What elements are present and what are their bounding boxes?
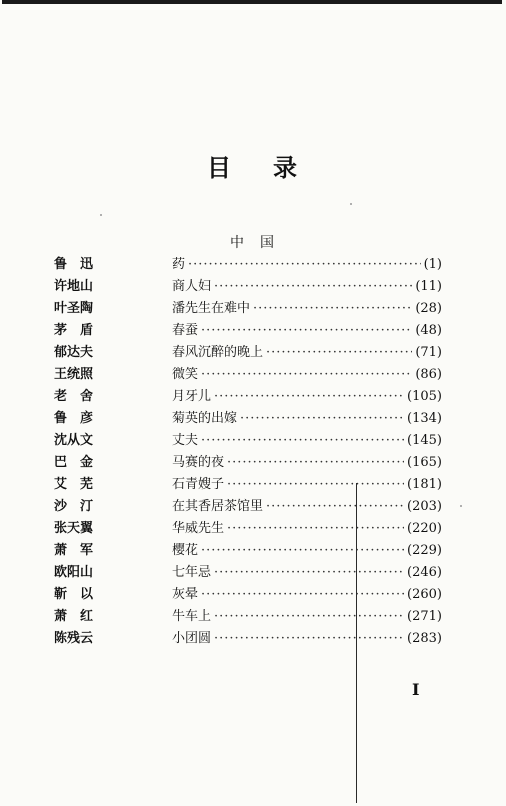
toc-author: 巴 金 <box>54 455 94 470</box>
page-title <box>0 148 506 183</box>
toc-row <box>0 408 506 430</box>
dot-leader <box>214 628 404 650</box>
section-heading <box>0 232 506 252</box>
toc-work-title: 春风沉醉的晚上 <box>172 345 264 360</box>
dot-leader <box>201 364 412 386</box>
toc-row <box>0 298 506 320</box>
toc-work-title: 药 <box>172 257 186 272</box>
toc-row <box>0 320 506 342</box>
toc-row <box>0 342 506 364</box>
toc-row <box>0 254 506 276</box>
toc-page-number: (165) <box>407 455 442 470</box>
toc-work-title: 石青嫂子 <box>172 477 225 492</box>
toc-entry <box>172 430 442 452</box>
dot-leader <box>201 540 404 562</box>
title-char-right: 录 <box>273 154 299 182</box>
toc-page-number: (181) <box>407 477 442 492</box>
dot-leader <box>240 408 404 430</box>
toc-author: 艾 芜 <box>54 477 94 492</box>
scan-vertical-line <box>356 483 357 803</box>
toc-work-title: 华威先生 <box>172 521 225 536</box>
dot-leader <box>266 342 412 364</box>
toc-entry <box>172 320 442 342</box>
toc-row <box>0 562 506 584</box>
toc-author: 陈残云 <box>54 631 94 646</box>
toc-page-number: (134) <box>407 411 442 426</box>
toc-page-number: (86) <box>415 367 442 382</box>
toc-work-title: 菊英的出嫁 <box>172 411 238 426</box>
toc-work-title: 潘先生在难中 <box>172 301 251 316</box>
dot-leader <box>188 254 421 276</box>
toc-work-title: 月牙儿 <box>172 389 212 404</box>
dot-leader <box>201 584 404 606</box>
toc-page-number: (11) <box>415 279 442 294</box>
toc-row <box>0 276 506 298</box>
toc-row <box>0 628 506 650</box>
toc-work-title: 灰晕 <box>172 587 199 602</box>
toc-entry <box>172 496 442 518</box>
dot-leader <box>214 562 404 584</box>
dot-leader <box>227 452 404 474</box>
toc-entry <box>172 540 442 562</box>
scan-speck <box>100 214 102 216</box>
toc-page-number: (229) <box>407 543 442 558</box>
dot-leader <box>227 474 404 496</box>
toc-entry <box>172 298 442 320</box>
toc-row <box>0 606 506 628</box>
toc-entry <box>172 474 442 496</box>
toc-row <box>0 474 506 496</box>
toc-author: 茅 盾 <box>54 323 94 338</box>
toc-page-number: (220) <box>407 521 442 536</box>
toc-row <box>0 496 506 518</box>
toc-row <box>0 430 506 452</box>
toc-row <box>0 364 506 386</box>
toc-row <box>0 540 506 562</box>
toc-work-title: 微笑 <box>172 367 199 382</box>
toc-author: 郁达夫 <box>54 345 94 360</box>
dot-leader <box>214 606 404 628</box>
toc-work-title: 春蚕 <box>172 323 199 338</box>
toc-row <box>0 584 506 606</box>
toc-author: 许地山 <box>54 279 94 294</box>
toc-work-title: 在其香居茶馆里 <box>172 499 264 514</box>
toc-entry <box>172 562 442 584</box>
toc-entry <box>172 518 442 540</box>
dot-leader <box>227 518 404 540</box>
toc-page-number: (283) <box>407 631 442 646</box>
dot-leader <box>201 430 404 452</box>
toc-author: 张天翼 <box>54 521 94 536</box>
toc-row <box>0 452 506 474</box>
toc-entry <box>172 386 442 408</box>
scan-speck <box>460 505 462 507</box>
toc-row <box>0 386 506 408</box>
toc-author: 鲁 彦 <box>54 411 94 426</box>
top-border-rule <box>2 0 502 4</box>
toc-entry <box>172 276 442 298</box>
toc-page-number: (271) <box>407 609 442 624</box>
toc-entry <box>172 606 442 628</box>
toc-work-title: 丈夫 <box>172 433 199 448</box>
toc-entry <box>172 584 442 606</box>
toc-entry <box>172 452 442 474</box>
toc-entry <box>172 408 442 430</box>
toc-author: 萧 红 <box>54 609 94 624</box>
dot-leader <box>201 320 412 342</box>
toc-page-number: (203) <box>407 499 442 514</box>
dot-leader <box>253 298 412 320</box>
toc-author: 王统照 <box>54 367 94 382</box>
toc-work-title: 七年忌 <box>172 565 212 580</box>
toc-page-number: (246) <box>407 565 442 580</box>
title-char-left: 目 <box>207 154 233 182</box>
dot-leader <box>266 496 404 518</box>
toc-author: 沈从文 <box>54 433 94 448</box>
toc-author: 鲁 迅 <box>54 257 94 272</box>
toc-entry <box>172 342 442 364</box>
toc-author: 沙 汀 <box>54 499 94 514</box>
toc-author: 萧 军 <box>54 543 94 558</box>
toc-page-number: (145) <box>407 433 442 448</box>
toc-page-number: (28) <box>415 301 442 316</box>
toc-page-number: (260) <box>407 587 442 602</box>
toc-entry <box>172 628 442 650</box>
dot-leader <box>214 276 412 298</box>
toc-entry <box>172 254 442 276</box>
toc-work-title: 马赛的夜 <box>172 455 225 470</box>
section-char-right: 国 <box>260 235 276 251</box>
toc-work-title: 樱花 <box>172 543 199 558</box>
toc-author: 靳 以 <box>54 587 94 602</box>
scan-speck <box>350 203 352 205</box>
toc-row <box>0 518 506 540</box>
toc-author: 叶圣陶 <box>54 301 94 316</box>
toc-work-title: 牛车上 <box>172 609 212 624</box>
toc-page-number: (1) <box>423 257 442 272</box>
section-char-left: 中 <box>230 235 246 251</box>
toc-page-number: (48) <box>415 323 442 338</box>
dot-leader <box>214 386 404 408</box>
toc-author: 欧阳山 <box>54 565 94 580</box>
toc-work-title: 商人妇 <box>172 279 212 294</box>
toc-work-title: 小团圆 <box>172 631 212 646</box>
toc-author: 老 舍 <box>54 389 94 404</box>
toc-page-number: (71) <box>415 345 442 360</box>
toc-page-number: (105) <box>407 389 442 404</box>
toc-entry <box>172 364 442 386</box>
page-number: I <box>412 680 420 699</box>
